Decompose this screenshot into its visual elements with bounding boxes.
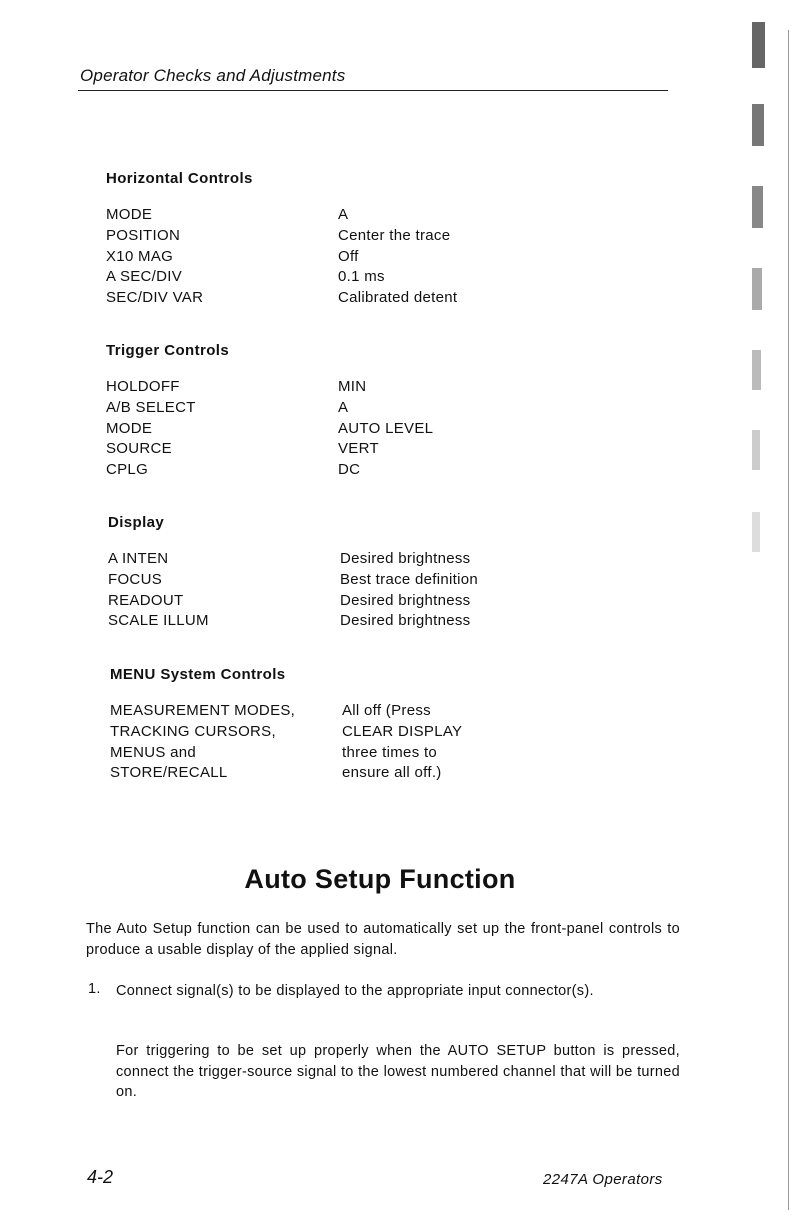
- control-value: A: [338, 206, 349, 223]
- control-label: MENUS and: [110, 743, 197, 761]
- section-heading: Auto Setup Function: [244, 864, 516, 894]
- section-title: Display: [108, 514, 165, 531]
- section-trigger-controls: [106, 342, 546, 481]
- control-label: MODE: [106, 206, 153, 223]
- step-text: Connect signal(s) to be displayed to the appropriate input connector(s).: [116, 983, 594, 999]
- control-label: A/B SELECT: [106, 398, 196, 416]
- control-value: Desired brightness: [340, 550, 471, 567]
- control-value: AUTO LEVEL: [338, 419, 434, 437]
- table-row: [106, 419, 546, 440]
- control-value: Center the trace: [338, 226, 451, 244]
- control-label: FOCUS: [108, 570, 162, 588]
- table-row: [108, 591, 548, 612]
- control-label: POSITION: [106, 226, 181, 244]
- table-row: [108, 611, 548, 632]
- table-row: [110, 722, 550, 743]
- control-label: X10 MAG: [106, 247, 174, 265]
- header-rule: [78, 90, 668, 91]
- control-value: A: [338, 398, 349, 416]
- control-value: Off: [338, 247, 359, 265]
- control-label: READOUT: [108, 591, 184, 609]
- section-display: [108, 514, 548, 632]
- table-row: [106, 460, 546, 481]
- control-value: three times to: [342, 743, 438, 761]
- control-value: VERT: [338, 440, 379, 458]
- control-label: CPLG: [106, 461, 149, 479]
- running-header: Operator Checks and Adjustments: [80, 66, 346, 85]
- control-label: MODE: [106, 419, 153, 437]
- control-value: Calibrated detent: [338, 289, 458, 307]
- control-label: TRACKING CURSORS,: [110, 722, 276, 740]
- section-menu-system-controls: [110, 666, 550, 784]
- control-value: Desired brightness: [340, 612, 471, 630]
- table-row: [110, 701, 550, 722]
- control-label: SEC/DIV VAR: [106, 289, 204, 307]
- table-row: [106, 267, 546, 288]
- control-label: SOURCE: [106, 440, 172, 458]
- control-value: Desired brightness: [340, 591, 471, 609]
- control-value: ensure all off.): [342, 764, 442, 782]
- control-value: MIN: [338, 378, 367, 395]
- table-row: [108, 549, 548, 570]
- control-value: All off (Press: [342, 702, 431, 719]
- control-label: HOLDOFF: [106, 378, 180, 395]
- step-number: 1.: [88, 981, 101, 997]
- intro-paragraph: The Auto Setup function can be used to automatically set up the front-panel controls to produce a usable display of the applied signal.: [86, 921, 680, 958]
- table-row: [106, 439, 546, 460]
- section-title: Horizontal Controls: [106, 170, 253, 187]
- control-value: DC: [338, 461, 361, 479]
- page-number: 4-2: [87, 1167, 114, 1187]
- manual-title: 2247A Operators: [543, 1171, 663, 1188]
- control-label: A INTEN: [108, 550, 169, 567]
- section-title: MENU System Controls: [110, 666, 286, 683]
- control-label: A SEC/DIV: [106, 268, 183, 286]
- control-label: MEASUREMENT MODES,: [110, 702, 296, 719]
- table-row: [106, 288, 546, 309]
- section-horizontal-controls: [106, 170, 546, 309]
- table-row: [106, 205, 546, 226]
- control-value: Best trace definition: [340, 570, 479, 588]
- control-value: 0.1 ms: [338, 268, 385, 286]
- table-row: [110, 743, 550, 764]
- table-row: [108, 570, 548, 591]
- step-note: For triggering to be set up properly when the AUTO SETUP button is pressed, connect the trigger-source signal to the lowest numbered channel that will be turned on.: [116, 1043, 680, 1100]
- control-label: SCALE ILLUM: [108, 612, 209, 630]
- table-row: [106, 377, 546, 398]
- table-row: [106, 247, 546, 268]
- table-row: [110, 763, 550, 784]
- table-row: [106, 226, 546, 247]
- section-title: Trigger Controls: [106, 342, 230, 359]
- control-label: STORE/RECALL: [110, 764, 228, 782]
- table-row: [106, 398, 546, 419]
- control-value: CLEAR DISPLAY: [342, 722, 463, 740]
